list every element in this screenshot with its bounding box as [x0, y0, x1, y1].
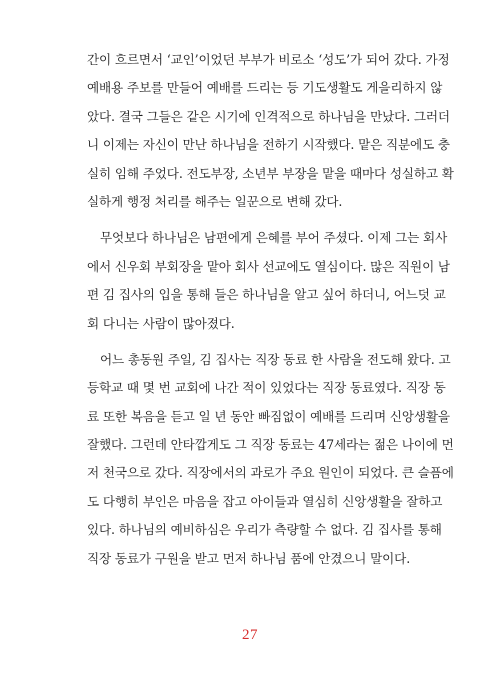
text-line: 잘했다. 그런데 안타깝게도 그 직장 동료는 47세라는 젊은 나이에 먼	[87, 437, 454, 453]
text-line: 간이 흐르면서 ‘교인’이었던 부부가 비로소 ‘성도’가 되어 갔다. 가정	[87, 52, 450, 67]
text-line: 도 다행히 부인은 마음을 잡고 아이들과 열심히 신앙생활을 잘하고	[87, 493, 443, 509]
text-line: 등학교 때 몇 번 교회에 나간 적이 있었다는 직장 동료였다. 직장 동	[87, 380, 446, 396]
text-line: 니 이제는 자신이 만난 하나님을 전하기 시작했다. 맡은 직분에도 충	[87, 137, 450, 153]
text-line: 았다. 결국 그들은 같은 시기에 인격적으로 하나님을 만났다. 그러더	[87, 108, 450, 124]
paragraph-3	[87, 346, 454, 573]
text-line: 저 천국으로 갔다. 직장에서의 과로가 주요 원인이 되었다. 큰 슬픔에	[87, 465, 454, 481]
text-line: 예배용 주보를 만들어 예배를 드리는 등 기도생활도 게을리하지 않	[87, 80, 443, 96]
text-line: 편 김 집사의 입을 통해 들은 하나님을 알고 싶어 하더니, 어느덧 교	[87, 287, 446, 303]
paragraph-2	[87, 224, 450, 338]
text-line: 료 또한 복음을 듣고 일 년 동안 빠짐없이 예배를 드리며 신앙생활을	[87, 408, 450, 424]
text-line: 에서 신우회 부회장을 맡아 회사 선교에도 열심이다. 많은 직원이 남	[87, 258, 450, 274]
page-number: 27	[242, 627, 258, 643]
text-line: 어느 총동원 주일, 김 집사는 직장 동료 한 사람을 전도해 왔다. 고	[100, 351, 451, 367]
text-line: 있다. 하나님의 예비하심은 우리가 측량할 수 없다. 김 집사를 통해	[87, 522, 442, 538]
paragraph-1	[87, 46, 454, 216]
text-line: 회 다니는 사람이 많아졌다.	[87, 315, 235, 331]
text-line: 직장 동료가 구원을 받고 먼저 하나님 품에 안겼으니 말이다.	[87, 550, 411, 566]
body-text	[87, 46, 454, 581]
text-line: 실하게 행정 처리를 해주는 일꾼으로 변해 갔다.	[87, 193, 343, 209]
text-line: 무엇보다 하나님은 남편에게 은혜를 부어 주셨다. 이제 그는 회사	[100, 230, 448, 246]
text-line: 실히 임해 주었다. 전도부장, 소년부 부장을 맡을 때마다 성실하고 확	[87, 165, 454, 181]
